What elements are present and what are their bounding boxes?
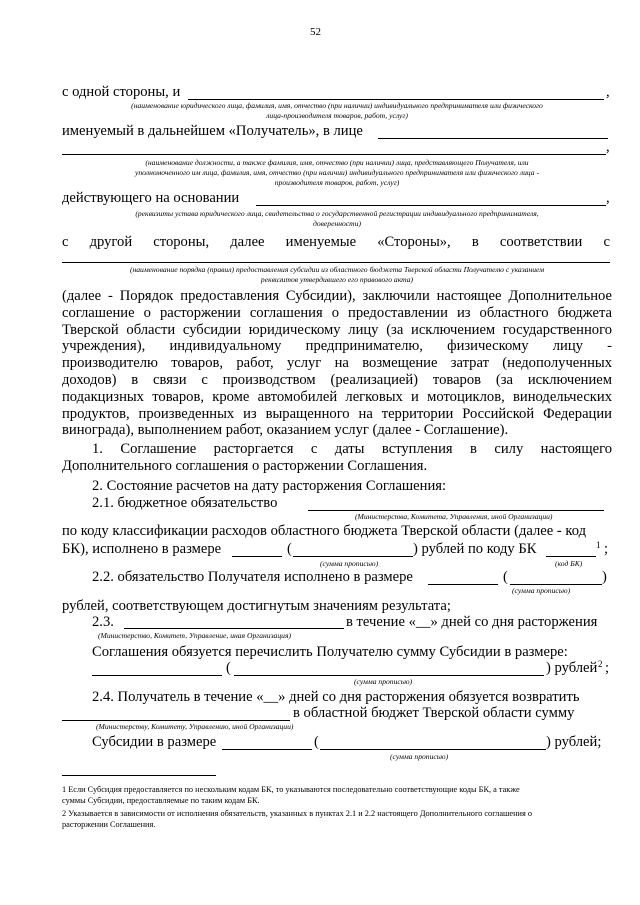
other-side-word: с [603, 234, 610, 250]
item-2-2-paren: ( [503, 569, 508, 585]
other-side-word: именуемые [285, 234, 357, 250]
recipient-comma: , [606, 139, 610, 155]
order-blank [62, 262, 610, 263]
body-line: доходов) в связи с производством (реализацией) товаров (за исключением [62, 371, 612, 388]
footnote-2-line-1: 2 Указывается в зависимости от исполнения обязательств, указанных в пунктах 2.1 и 2.2 настоящего Дополнительного соглашения о [62, 809, 532, 818]
subsidy-amount-words-blank [320, 749, 546, 750]
item-1-line: 1. Соглашение расторгается с даты вступления в силу настоящего [92, 441, 612, 457]
party-line-label: с одной стороны, и [62, 84, 181, 100]
executed-amount-blank [232, 556, 282, 557]
party-name-blank [188, 99, 604, 100]
return-line: в областной бюджет Тверской области сумму [293, 705, 575, 721]
item-2-3-text: в течение «__» дней со дня расторжения [346, 614, 598, 630]
party-note-1: (наименование юридического лица, фамилия, имя, отчество (при наличии) индивидуального предпринимателя или физического [131, 101, 543, 110]
ministry-note: (Министерства, Комитета, Управления, иной Организации) [355, 512, 553, 521]
recipient-obligation-blank [428, 584, 498, 585]
representative-blank-2 [62, 154, 606, 155]
body-line: (далее - Порядок предоставления Субсидии), заключили настоящее Дополнительное [62, 288, 612, 304]
other-side-word: соответствии [499, 234, 583, 250]
subsidy-line-paren: ( [314, 734, 319, 750]
bk-line-2-paren: ( [287, 541, 292, 557]
basis-line: действующего на основании [62, 190, 240, 206]
subsidy-line-end: ) рублей; [546, 734, 602, 750]
body-line: соглашение о расторжении соглашения о предоставлении из областного бюджета [62, 304, 612, 321]
other-side-word: с [62, 234, 69, 250]
body-line: производителю товаров, работ, услуг на возмещение затрат (недополученных [62, 355, 612, 372]
sum-words-note-4: (сумма прописью) [390, 752, 449, 761]
budget-obligation-blank [308, 510, 604, 511]
footnote-1-line-1: 1 Если Субсидия предоставляется по нескольким кодам БК, то указываются последовательно соответствующие коды БК, а также [62, 785, 520, 794]
party-line-comma: , [606, 84, 610, 100]
other-side-word: другой [89, 234, 133, 250]
bk-footnote-ref: 1 [596, 540, 601, 550]
recipient-obligation-words-blank [510, 584, 602, 585]
bk-line-2-prefix: БК), исполнено в размере [62, 541, 222, 557]
body-line: подакцизных товаров, кроме автомобилей легковых и мотоциклов, винодельческих [62, 388, 612, 405]
basis-note-1: (реквизиты устава юридического лица, свидетельства о государственной регистрации индивидуального предпринимателя, [135, 209, 539, 218]
item-2-3-num: 2.3. [92, 614, 114, 630]
bk-line-2-suffix: ) рублей по коду БК [413, 541, 537, 557]
item-2-3-cont: Соглашения обязуется перечислить Получателю сумму Субсидии в размере: [92, 644, 568, 660]
item-2-2: 2.2. обязательство Получателя исполнено в размере [92, 569, 413, 585]
transfer-amount-blank [92, 675, 222, 676]
page-number: 52 [310, 26, 321, 38]
item-1-line: Дополнительного соглашения о расторжении Соглашения. [62, 457, 428, 474]
item-2-2-end: ) [602, 569, 607, 585]
ministry-note-2: (Министерство, Комитет, Управление, иная Организация) [98, 631, 292, 640]
sum-line-semi: ; [605, 660, 610, 676]
body-line: Тверской области субсидии юридическому лицу (за исключением государственного [62, 321, 612, 338]
bk-code-note: (код БК) [555, 559, 583, 568]
body-line: винограда), выполнением работ, оказанием услуг (далее - Соглашение). [62, 422, 509, 439]
basis-comma: , [606, 190, 610, 206]
representative-note-3: производителя товаров, работ, услуг) [274, 178, 400, 187]
transfer-amount-words-blank [234, 675, 544, 676]
recipient-line: именуемый в дальнейшем «Получатель», в лице [62, 123, 363, 139]
representative-note-2: уполномоченного им лица, фамилия, имя, отчество (при наличии) индивидуального предпринимателя или физического лица - [135, 168, 539, 177]
sum-words-note-2: (сумма прописью) [512, 586, 571, 595]
representative-note-1: (наименование должности, а также фамилия, имя, отчество (при наличии) лица, представляющего Получателя, или [145, 158, 529, 167]
representative-blank-1 [378, 138, 608, 139]
result-line: рублей, соответствующем достигнутым значениям результата; [62, 598, 451, 614]
other-side-line [62, 234, 610, 251]
footnote-1-line-2: суммы Субсидии, предоставляемые по таким кодам БК. [62, 796, 260, 805]
item-1 [62, 441, 612, 475]
other-side-word: в [471, 234, 479, 250]
sum-line-end: ) рублей [546, 660, 598, 676]
bk-line-2-end: ; [604, 541, 609, 557]
sum-words-note-3: (сумма прописью) [354, 677, 413, 686]
bk-line-1: по коду классификации расходов областного бюджета Тверской области (далее - код [62, 523, 587, 539]
body-line: продуктов, произведенных из выращенного на территории Российской Федерации [62, 405, 612, 422]
footnote-2-line-2: расторжении Соглашения. [62, 820, 156, 829]
item-2-heading: 2. Состояние расчетов на дату расторжения Соглашения: [92, 478, 447, 494]
item-2-4: 2.4. Получатель в течение «__» дней со дня расторжения обязуется возвратить [92, 689, 580, 705]
item-2-3-blank [124, 628, 344, 629]
basis-note-2: доверенности) [313, 219, 361, 228]
item-2-1: 2.1. бюджетное обязательство [92, 495, 278, 511]
order-note-2: реквизитов утвердившего его правового акта) [260, 275, 414, 284]
party-note-2: лица-производителя товаров, работ, услуг) [266, 111, 408, 120]
sum-words-note: (сумма прописью) [320, 559, 379, 568]
body-paragraph [62, 288, 612, 439]
subsidy-line: Субсидии в размере [92, 734, 217, 750]
subsidy-amount-blank [222, 749, 312, 750]
sum-line-footnote-ref: 2 [598, 659, 603, 669]
bk-code-blank [546, 556, 596, 557]
other-side-word: далее [230, 234, 265, 250]
sum-line-paren: ( [226, 660, 231, 676]
body-line: учреждения), индивидуальному предпринимателю, физическому лицу - [62, 338, 612, 355]
basis-blank [256, 205, 606, 206]
executed-amount-words-blank [293, 556, 413, 557]
other-side-word: «Стороны», [377, 234, 451, 250]
footnote-separator [62, 775, 216, 776]
other-side-word: стороны, [153, 234, 210, 250]
order-note-1: (наименование порядка (правил) предоставления субсидии из областного бюджета Тверской области Получателю с указанием [129, 265, 545, 274]
return-to-blank [62, 720, 290, 721]
ministry-note-3: (Министерству, Комитету, Управлению, иной Организации) [96, 722, 294, 731]
